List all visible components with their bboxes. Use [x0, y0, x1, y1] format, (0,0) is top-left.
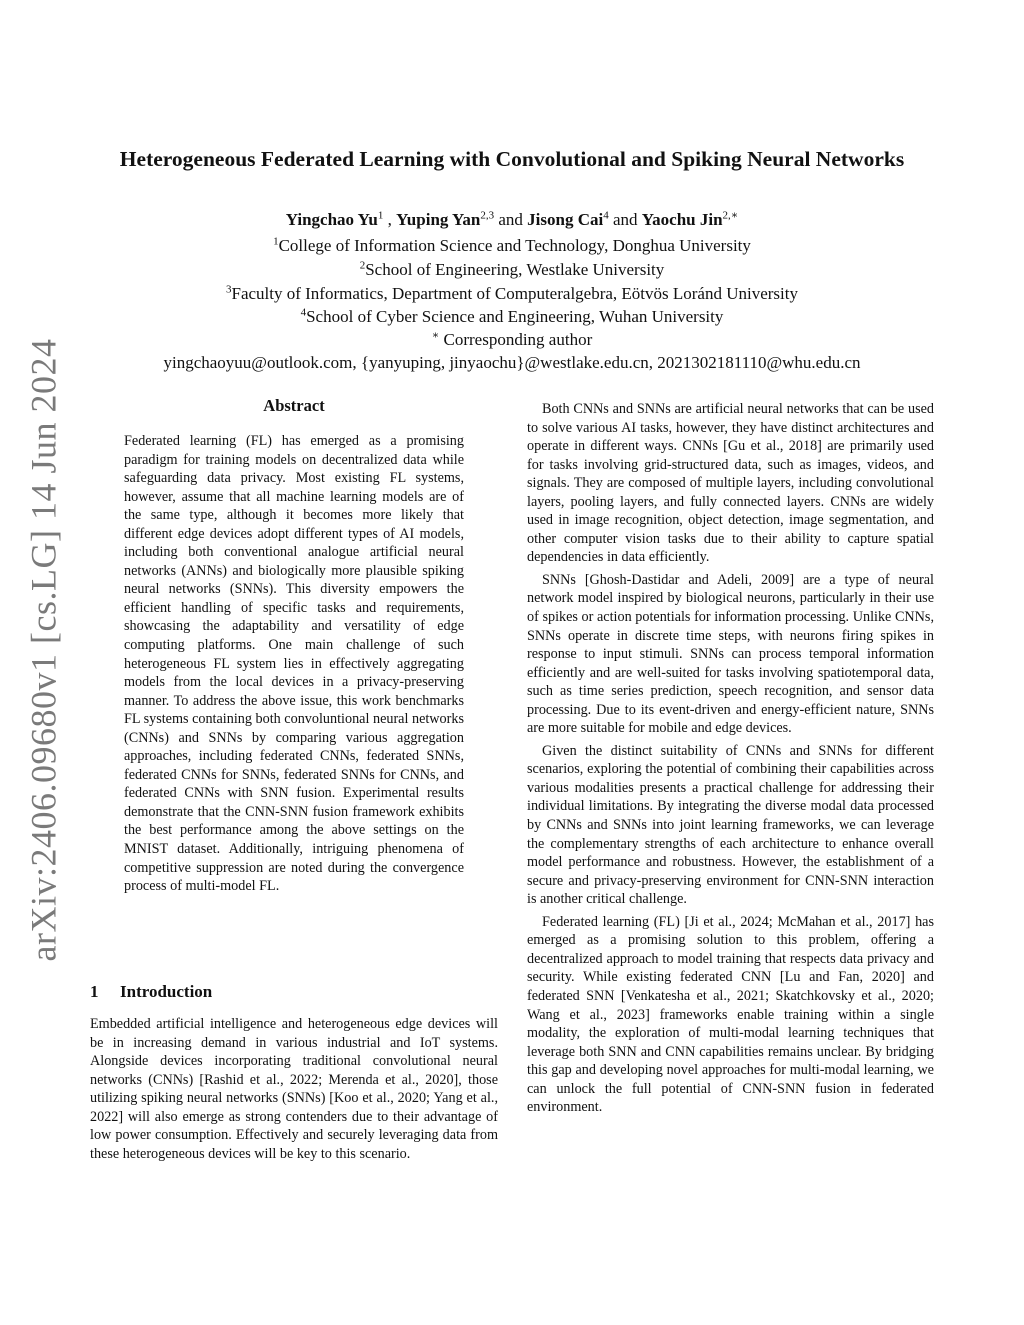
introduction-right-column [527, 400, 934, 1121]
author-name: Yingchao Yu [285, 210, 378, 229]
corresponding-author-note [60, 328, 964, 351]
affiliation-mark: 2 [359, 259, 366, 272]
intro-paragraph: Embedded artificial intelligence and heterogeneous edge devices will be in increasing demand in various industrial and IoT systems. Alongside devices incorporating traditional convolutional neural networks (CNNs) [Rashid et al., 2022; Merenda et al., 2020], those utilizing spiking neural networks (SNNs) [Koo et al., 2020; Yang et al., 2022] will also emerge as strong contenders due to their advantage of low power consumption. Effectively and securely leveraging data from these heterogeneous devices will be key to this scenario. [90, 1016, 498, 1162]
author-separator: , [383, 210, 397, 229]
author-affiliation-mark: 4 [603, 209, 609, 222]
abstract-paragraph: Federated learning (FL) has emerged as a promising paradigm for training models on decentralized data while safeguarding data privacy. Most existing FL systems, however, assume that all machine learning models are of the same type, although it becomes more likely that different edge devices adopt different types of AI models, including both conventional analogue artificial neural networks (ANNs) and biologically more plausible spiking neural networks (SNNs). This diversity empowers the efficient handling of specific tasks and requirements, showcasing the adaptability and versatility of edge computing platforms. One main challenge of such heterogeneous FL system lies in effectively aggregating models from the local devices in a privacy-preserving manner. To address the above issue, this work benchmarks FL systems containing both convoluntional neural networks (CNNs) and SNNs by comparing various aggregation approaches, including federated CNNs, federated SNNs, federated CNNs for SNNs, federated SNNs for CNNs, and federated CNNs with SNN fusion. Experimental results demonstrate that the CNN-SNN fusion framework exhibits the best performance among the above settings on the MNIST dataset. Additionally, intriguing phenomena of competitive suppression are noted during the convergence process of multi-model FL. [124, 433, 464, 895]
affiliation-line [60, 234, 964, 257]
body-paragraph: Federated learning (FL) [Ji et al., 2024; McMahan et al., 2017] has emerged as a promising solution to this problem, offering a decentralized approach to model training that respects data privacy and security. While existing federated CNN [Lu and Fan, 2020] and federated SNN [Venkatesha et al., 2021; Skatchkovsky et al., 2020; Wang et al., 2023] frameworks enable training within a single modality, the exploration of multi-modal learning techniques that leverage both SNN and CNN capabilities remains unclear. By bridging this gap and developing novel approaches for multi-modal learning, we can unlock the full potential of CNN-SNN fusion in federated environment. [527, 913, 934, 1116]
author-affiliation-mark: 2,3 [480, 209, 495, 222]
corresponding-text: Corresponding author [439, 330, 593, 349]
affiliation-text: School of Engineering, Westlake University [365, 260, 665, 279]
author-line [60, 208, 964, 231]
section-number: 1 [90, 982, 99, 1001]
affiliation-line [60, 305, 964, 328]
author-separator: and [608, 210, 642, 229]
section-heading-introduction [90, 982, 212, 1002]
author-separator: and [494, 210, 528, 229]
body-paragraph: Given the distinct suitability of CNNs and SNNs for different scenarios, exploring the potential of combining their capabilities across various modalities presents a practical challenge for addressing their individual limitations. By integrating the diverse modal data processed by CNNs and SNNs into joint learning frameworks, we can leverage the complementary strengths of each architecture to enhance overall model performance and robustness. However, the establishment of a secure and privacy-preserving environment for CNN-SNN interaction is another critical challenge. [527, 742, 934, 908]
body-paragraph: SNNs [Ghosh-Dastidar and Adeli, 2009] are a type of neural network model inspired by biological neurons, particularly in their use of spikes or action potentials for information processing. Unlike CNNs, SNNs operate in discrete time steps, with neurons firing spikes in response to input stimuli. SNNs can process temporal information efficiently and are well-suited for tasks involving spatiotemporal data, such as time series prediction, speech recognition, and sensor data processing. Due to its event-driven and energy-efficient nature, SNNs are more suitable for mobile and edge devices. [527, 571, 934, 737]
author-emails: yingchaoyuu@outlook.com, {yanyuping, jinyaochu}@westlake.edu.cn, 2021302181110@whu.edu.cn [163, 353, 861, 372]
author-name: Yaochu Jin [641, 210, 723, 229]
affiliation-mark: 4 [300, 306, 307, 319]
abstract-text [124, 432, 464, 896]
paper-title: Heterogeneous Federated Learning with Convolutional and Spiking Neural Networks [119, 147, 905, 171]
author-name: Jisong Cai [527, 210, 604, 229]
abstract-heading: Abstract [263, 396, 325, 415]
author-name: Yuping Yan [396, 210, 481, 229]
affiliation-line [60, 258, 964, 281]
corresponding-mark: ∗ [431, 329, 440, 342]
affiliation-text: Faculty of Informatics, Department of Computeralgebra, Eötvös Loránd University [231, 284, 798, 303]
affiliation-text: School of Cyber Science and Engineering, Wuhan University [306, 307, 724, 326]
arxiv-identifier-stamp [8, 338, 78, 962]
affiliation-text: College of Information Science and Technology, Donghua University [278, 236, 751, 255]
section-title: Introduction [120, 982, 213, 1001]
body-paragraph: Both CNNs and SNNs are artificial neural networks that can be used to solve various AI tasks, however, they have distinct architectures and operate in different ways. CNNs [Gu et al., 2018] are primarily used for tasks involving grid-structured data, such as images, videos, and signals. They are composed of multiple layers, including convolutional layers, pooling layers, and fully connected layers. CNNs are widely used in image recognition, object detection, image segmentation, and other computer vision tasks due to their ability to capture spatial dependencies in data efficiently. [527, 401, 934, 566]
affiliation-mark: 3 [225, 283, 232, 296]
affiliation-mark: 1 [273, 235, 279, 248]
arxiv-identifier-text: arXiv:2406.09680v1 [cs.LG] 14 Jun 2024 [23, 338, 63, 962]
affiliation-line [60, 282, 964, 305]
introduction-left-column [90, 1015, 498, 1167]
author-affiliation-mark: 1 [377, 209, 384, 222]
author-affiliation-mark: 2,∗ [722, 209, 739, 222]
